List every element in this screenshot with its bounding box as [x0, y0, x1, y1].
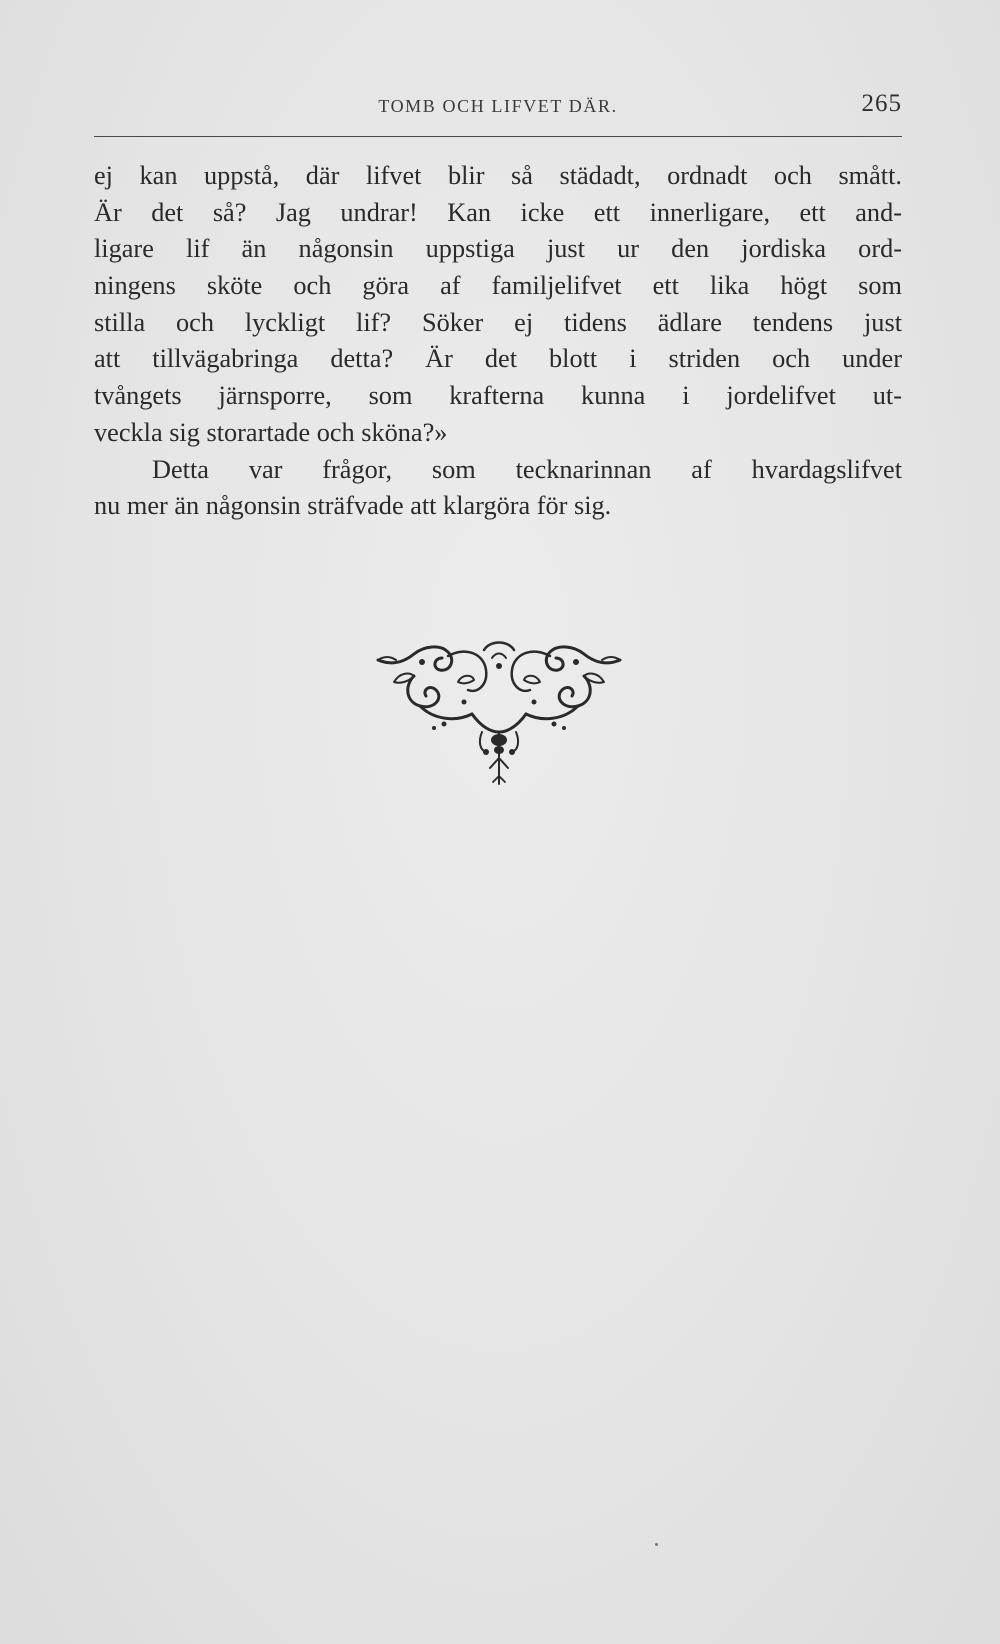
text-line: att tillvägabringa detta? Är det blott i striden och under — [94, 344, 902, 374]
header-rule — [94, 136, 902, 137]
text-line: veckla sig storartade och sköna?» — [94, 417, 448, 447]
running-title: TOMB OCH LIFVET DÄR. — [378, 96, 618, 116]
text-line: Är det så? Jag undrar! Kan icke ett innerligare, ett and- — [94, 197, 902, 227]
body-text — [94, 158, 902, 525]
page-number: 265 — [861, 90, 902, 117]
paragraph-first-line: Detta var frågor, som tecknarinnan af hvardagslifvet — [152, 454, 902, 484]
text-line: ningens sköte och göra af familjelifvet ett lika högt som — [94, 271, 902, 301]
text-line: ej kan uppstå, där lifvet blir så städadt, ordnadt och smått. — [94, 161, 902, 190]
text-line: tvångets järnsporre, som krafterna kunna i jordelifvet ut- — [94, 381, 902, 411]
floral-tailpiece-ornament-icon — [374, 636, 624, 796]
text-line: stilla och lyckligt lif? Söker ej tidens ädlare tendens just — [94, 307, 902, 337]
page-header — [94, 90, 902, 132]
text-line: ligare lif än någonsin uppstiga just ur den jordiska ord- — [94, 234, 902, 264]
paper-speck — [655, 1543, 658, 1546]
text-line: nu mer än någonsin sträfvade att klargöra för sig. — [94, 491, 612, 521]
